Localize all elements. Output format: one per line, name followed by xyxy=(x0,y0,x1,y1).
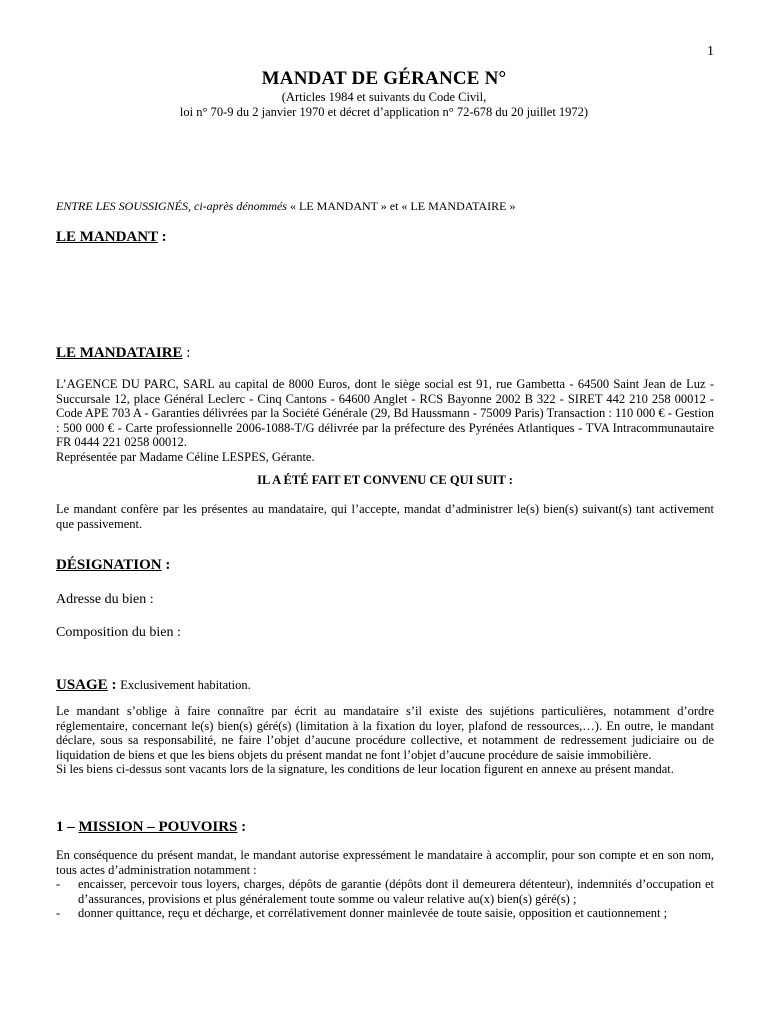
mandataire-heading-label: LE MANDATAIRE xyxy=(56,345,183,361)
usage-details xyxy=(56,704,714,777)
mission-intro: En conséquence du présent mandat, le mandant autorise expressément le mandataire à accomplir, pour son compte et en son nom, tous actes d’administration notamment : xyxy=(56,848,714,877)
designation-heading-colon: : xyxy=(161,557,171,573)
adresse-field: Adresse du bien : xyxy=(56,592,154,607)
parties-intro-italic: ENTRE LES SOUSSIGNÉS, ci-après dénommés xyxy=(56,199,287,213)
mission-heading-label: MISSION – POUVOIRS xyxy=(78,819,238,835)
document-title: MANDAT DE GÉRANCE N° xyxy=(261,68,507,89)
mission-heading-colon: : xyxy=(237,819,247,835)
mandataire-body: L’AGENCE DU PARC, SARL au capital de 8000 Euros, dont le siège social est 91, rue Gambetta - 64500 Saint Jean de Luz - Succursale 12, place Général Leclerc - Cinq Cantons - 64600 Anglet - RCS Bayonne 2002 B 322 - SIRET 442 210 258 00012 - Code APE 703 A - Garanties délivrées par la Société Générale (29, Bd Haussmann - 75009 Paris) Transaction : 110 000 € - Gestion : 500 000 € - Carte professionnelle 2006-1088-T/G délivrée par la préfecture des Pyrénées Atlantiques - TVA Intracommunautaire FR 0444 221 0258 00012. xyxy=(56,377,714,450)
subtitle-line-1: (Articles 1984 et suivants du Code Civil, xyxy=(281,90,487,104)
mandant-heading-label: LE MANDANT xyxy=(56,229,158,245)
usage-value: Exclusivement habitation. xyxy=(120,678,251,692)
mandataire-heading-colon: : xyxy=(182,345,191,361)
mission-number: 1 – xyxy=(56,819,79,835)
title-block xyxy=(0,68,768,120)
mandant-heading-colon: : xyxy=(157,229,167,245)
mandataire-heading xyxy=(56,345,714,362)
composition-field: Composition du bien : xyxy=(56,625,181,640)
parties-intro xyxy=(56,199,714,214)
usage-vacants: Si les biens ci-dessus sont vacants lors de la signature, les conditions de leur location figurent en annexe au présent mandat. xyxy=(56,762,674,777)
designation-heading xyxy=(56,557,714,574)
list-item: - donner quittance, reçu et décharge, et corrélativement donner mainlevée de toute saisie, opposition et cautionnement ; xyxy=(56,906,668,921)
intro-paragraph xyxy=(56,502,714,531)
page-number: 1 xyxy=(707,44,714,59)
mission-details xyxy=(56,848,714,921)
usage-heading-label: USAGE xyxy=(56,677,108,693)
mission-heading xyxy=(56,819,714,836)
convenu-heading: IL A ÉTÉ FAIT ET CONVENU CE QUI SUIT : xyxy=(257,473,513,487)
list-item: - encaisser, percevoir tous loyers, charges, dépôts de garantie (dépôts dont il demeurera détenteur), indemnités d’occupation et d’assurances, provisions et plus généralement toute somme ou valeur relative au(x) bien(s) géré(s) ; xyxy=(56,877,714,906)
mandant-heading xyxy=(56,229,714,246)
mission-list xyxy=(56,877,714,921)
designation-heading-label: DÉSIGNATION xyxy=(56,557,162,573)
intro-text: Le mandant confère par les présentes au mandataire, qui l’accepte, mandat d’administrer le(s) bien(s) suivant(s) tant activement que passivement. xyxy=(56,502,714,531)
mandataire-represented: Représentée par Madame Céline LESPES, Gérante. xyxy=(56,449,315,464)
mandataire-details xyxy=(56,377,714,465)
subtitle-line-2: loi n° 70-9 du 2 janvier 1970 et décret d’application n° 72-678 du 20 juillet 1972) xyxy=(179,105,589,119)
usage-heading-colon: : xyxy=(107,677,121,693)
parties-intro-rest: « LE MANDANT » et « LE MANDATAIRE » xyxy=(286,199,516,213)
usage-body: Le mandant s’oblige à faire connaître par écrit au mandataire s’il existe des sujétions particulières, notamment d’ordre réglementaire, concernant le(s) bien(s) géré(s) (limitation à la fixation du loyer, plafond de ressources,…). En outre, le mandant déclare, sous sa responsabilité, ne faire l’objet d’aucune procédure collective, et notamment de redressement judiciaire ou de liquidation de biens et que les biens objets du présent mandat ne font l’objet d’aucune procédure de saisie immobilière. xyxy=(56,704,714,762)
usage-section-heading xyxy=(56,676,714,694)
